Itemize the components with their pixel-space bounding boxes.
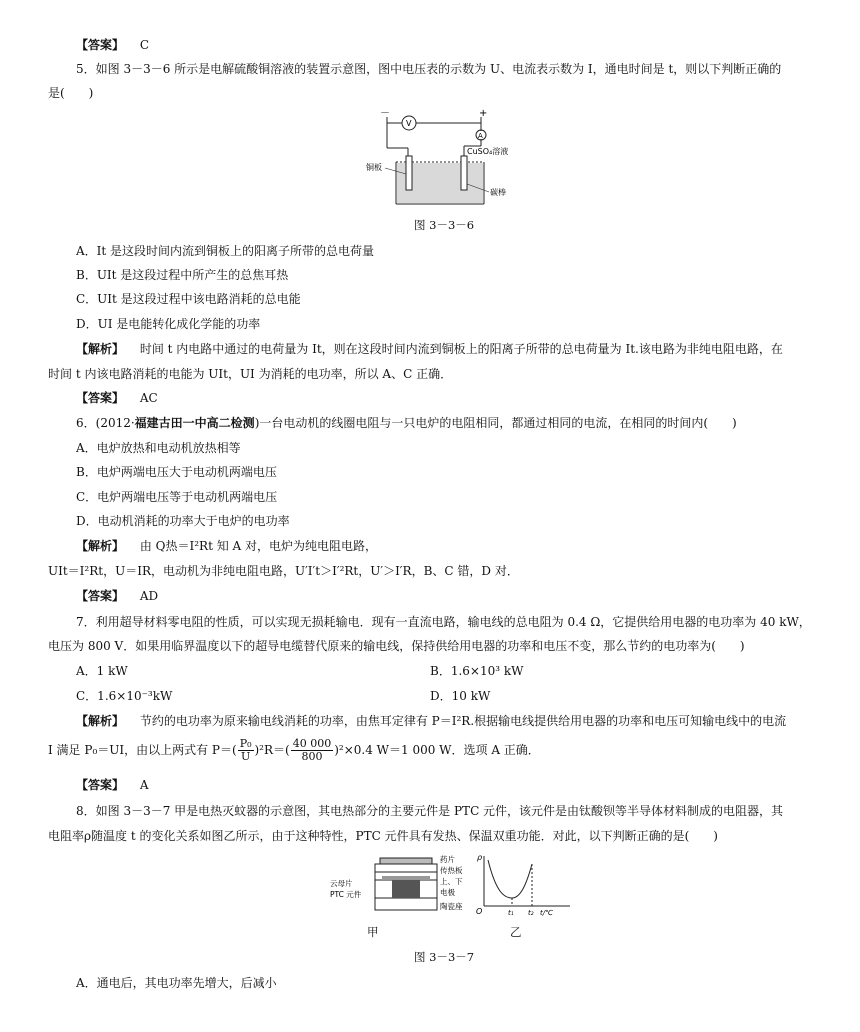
label-up-down: 上、下 [440,877,463,886]
answer-value: C [139,38,150,52]
origin-label: O [476,907,483,916]
resistivity-graph [474,852,574,916]
q5-option-c: C．UIt 是这段过程中该电路消耗的总电能 [76,292,301,306]
frac-den: U [240,750,251,763]
q6-analysis-line2: UIt＝I²Rt，U＝IR，电动机为非纯电阻电路，U′I′t＞I′²Rt，U′＞I′R，B、C 错，D 对． [48,564,519,578]
q8-option-a: A．通电后，其电功率先增大，后减小 [76,976,277,990]
answer-tag: 【答案】 [76,38,125,52]
q7-analysis-line1 [76,712,820,730]
q6-option-b: B．电炉两端电压大于电动机两端电压 [76,465,277,479]
analysis-tag: 【解析】 [76,342,125,356]
frac-num: P₀ [239,737,252,750]
figure-3-3-7-caption: 图 3－3－7 [414,950,475,964]
q6-source: 福建古田一中高二检测 [134,416,255,430]
ammeter-label: A [478,132,483,140]
frac-num: 40 000 [292,737,332,750]
copper-plate [406,156,412,190]
q5-option-d: D．UI 是电能转化成化学能的功率 [76,317,261,331]
q5-option-a: A．It 是这段时间内流到铜板上的阳离子所带的总电荷量 [76,244,375,258]
minus-sign: － [380,108,390,119]
axis-x-label: t/℃ [540,909,553,916]
q7-stem-line2: 电压为 800 V．如果用临界温度以下的超导电缆替代原来的输电线，保持供给用电器的功率和电压不变，那么节约的电功率为( ) [48,639,745,653]
q7-analysis-line2 [48,736,820,764]
fraction-40000-over-800 [291,738,334,763]
label-heat-plate: 传热板 [440,866,463,875]
analysis-text: 由 Q热＝I²Rt 知 A 对，电炉为纯电阻电路， [139,539,378,553]
q6-option-c: C．电炉两端电压等于电动机两端电压 [76,490,278,504]
q8-stem-line1: 8．如图 3－3－7 甲是电热灭蚊器的示意图，其电热部分的主要元件是 PTC 元件，该元件是由钛酸钡等半导体材料制成的电阻器，其 [76,804,784,818]
answer-value: AD [139,589,159,603]
q4-answer-line [76,36,820,54]
q6-stem-post: )一台电动机的线圈电阻与一只电炉的电阻相同，都通过相同的电流，在相同的时间内( ) [254,416,737,430]
label-copper: 铜板 [366,163,382,172]
figure-3-3-6-caption: 图 3－3－6 [414,218,475,232]
q7-option-b: B．1.6×10³ kW [430,664,524,678]
q5-stem-line2: 是( ) [48,86,94,100]
tablet [380,858,432,864]
label-yi: 乙 [510,925,522,939]
axis-y-label: ρ [477,853,483,862]
mosquito-killer-figure [330,852,470,916]
q5-analysis-line2: 时间 t 内该电路消耗的电能为 UIt，UI 为消耗的电功率，所以 A、C 正确． [48,367,453,381]
q7-answer-line [76,776,820,794]
q7-stem-line1: 7．利用超导材料零电阻的性质，可以实现无损耗输电．现有一直流电路，输电线的总电阻为 0.4 Ω，它提供给用电器的电功率为 40 kW， [76,615,811,629]
answer-value: A [139,778,149,792]
ptc-element [392,880,420,898]
q7-option-d: D．10 kW [430,689,491,703]
q6-option-d: D．电动机消耗的功率大于电炉的电功率 [76,514,290,528]
figure-3-3-6 [360,108,520,212]
analysis-text: 时间 t 内电路中通过的电荷量为 It，则在这段时间内流到铜板上的阳离子所带的总电荷量为 It.该电路为非纯电阻电路，在 [139,342,783,356]
answer-tag: 【答案】 [76,391,125,405]
analysis-text-c: )²×0.4 W＝1 000 W．选项 A 正确． [334,743,540,757]
analysis-tag: 【解析】 [76,539,125,553]
fraction-p0-over-u [238,738,254,763]
label-jia: 甲 [367,925,379,939]
voltmeter-label: V [406,119,412,128]
analysis-tag: 【解析】 [76,714,125,728]
q5-analysis-line1 [76,340,820,358]
t1-label: t₁ [508,909,514,916]
carbon-rod [461,156,467,190]
t2-label: t₂ [528,909,534,916]
label-solution: CuSO₄溶液 [467,147,509,156]
q6-analysis-line1 [76,537,820,555]
analysis-text-b: )²R＝( [254,743,290,757]
q5-option-b: B．UIt 是这段过程中所产生的总焦耳热 [76,268,289,282]
frac-den: 800 [301,750,323,763]
label-ceramic: 陶瓷座 [440,902,463,911]
mica-sheet [382,876,430,880]
answer-value: AC [139,391,158,405]
q6-option-a: A．电炉放热和电动机放热相等 [76,441,241,455]
q5-stem-line1: 5．如图 3－3－6 所示是电解硫酸铜溶液的装置示意图，图中电压表的示数为 U、电流表示数为 I，通电时间是 t，则以下判断正确的 [76,62,782,76]
q7-option-a: A．1 kW [76,664,128,678]
label-mica: 云母片 [330,879,353,888]
answer-tag: 【答案】 [76,778,125,792]
answer-tag: 【答案】 [76,589,125,603]
plus-sign: + [479,108,488,119]
label-tablet: 药片 [440,855,455,864]
label-electrode: 电极 [440,888,455,897]
q6-stem [76,414,820,432]
label-ptc: PTC 元件 [330,890,362,899]
analysis-text-a: I 满足 P₀＝UI，由以上两式有 P＝( [48,743,237,757]
label-carbon: 碳棒 [490,188,506,197]
resistivity-curve [488,860,532,898]
analysis-text: 节约的电功率为原来输电线消耗的功率，由焦耳定律有 P＝I²R.根据输电线提供给用电器的功率和电压可知输电线中的电流 [139,714,787,728]
q5-answer-line [76,389,820,407]
q8-stem-line2: 电阻率ρ随温度 t 的变化关系如图乙所示，由于这种特性，PTC 元件具有发热、保温双重功能．对此，以下判断正确的是( ) [48,829,718,843]
q7-option-c: C．1.6×10⁻³kW [76,689,173,703]
q6-answer-line [76,587,820,605]
q6-stem-pre: 6．(2012· [76,416,135,430]
